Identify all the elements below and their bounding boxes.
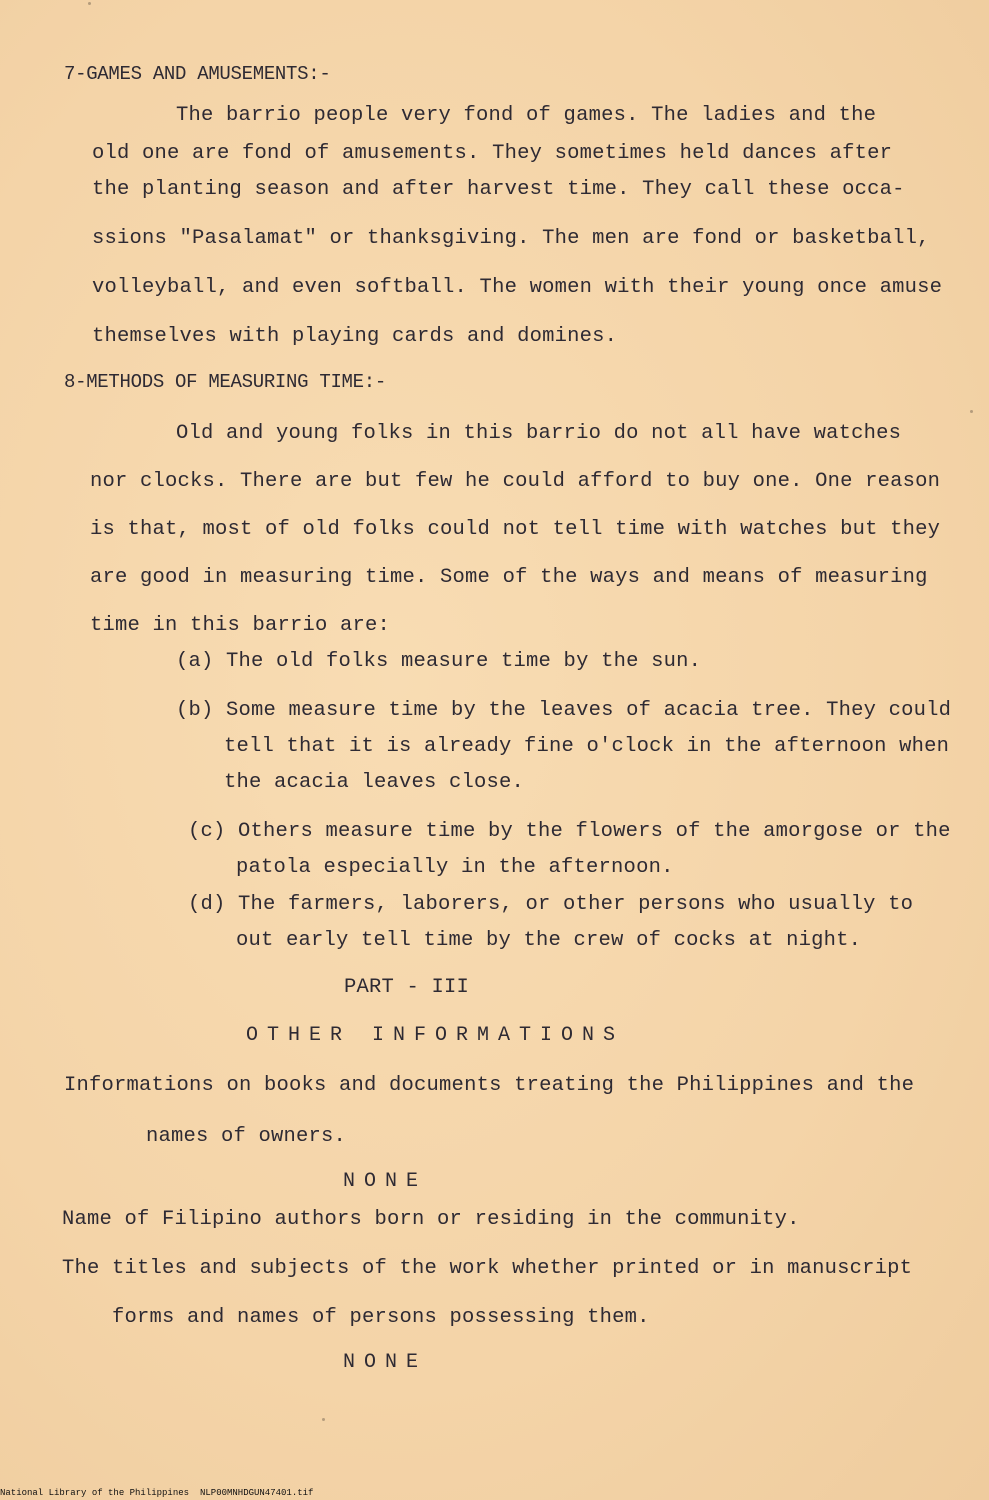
info-line-1: Informations on books and documents treating the Philippines and the xyxy=(64,1074,915,1097)
none-label-2: NONE xyxy=(343,1351,428,1374)
section-8-heading: 8-METHODS OF MEASURING TIME:- xyxy=(64,371,386,393)
footer-filename: NLP00MNHDGUN47401.tif xyxy=(200,1488,314,1498)
section-7-heading: 7-GAMES AND AMUSEMENTS:- xyxy=(64,63,331,85)
part-subtitle: OTHER INFORMATIONS xyxy=(246,1024,625,1047)
section-8-line-2: nor clocks. There are but few he could afford to buy one. One reason xyxy=(90,470,941,493)
none-label-1: NONE xyxy=(343,1170,428,1193)
part-title: PART - III xyxy=(344,976,470,999)
list-item-d: (d) The farmers, laborers, or other persons who usually to xyxy=(188,893,914,916)
list-item-b-cont-2: the acacia leaves close. xyxy=(224,771,525,794)
section-8-line-3: is that, most of old folks could not tell time with watches but they xyxy=(90,518,941,541)
section-7-line-3: the planting season and after harvest time. They call these occa- xyxy=(92,178,905,201)
list-item-c: (c) Others measure time by the flowers of the amorgose or the xyxy=(188,820,951,843)
list-item-c-cont: patola especially in the afternoon. xyxy=(236,856,674,879)
section-8-line-5: time in this barrio are: xyxy=(90,614,391,637)
info-line-5: forms and names of persons possessing them. xyxy=(112,1306,650,1329)
paper-speck xyxy=(970,410,973,413)
section-8-line-4: are good in measuring time. Some of the ways and means of measuring xyxy=(90,566,928,589)
info-line-4: The titles and subjects of the work whether printed or in manuscript xyxy=(62,1257,913,1280)
footer-library: National Library of the Philippines xyxy=(0,1488,190,1498)
scan-footer xyxy=(0,1487,989,1500)
info-line-3: Name of Filipino authors born or residing in the community. xyxy=(62,1208,800,1231)
section-7-line-5: volleyball, and even softball. The women with their young once amuse xyxy=(92,276,943,299)
paper-speck xyxy=(322,1418,325,1421)
paper-speck xyxy=(88,2,91,5)
info-line-2: names of owners. xyxy=(146,1125,347,1148)
section-8-line-1: Old and young folks in this barrio do not all have watches xyxy=(176,422,902,445)
list-item-b: (b) Some measure time by the leaves of acacia tree. They could xyxy=(176,699,952,722)
list-item-b-cont-1: tell that it is already fine o'clock in the afternoon when xyxy=(224,735,950,758)
section-7-line-6: themselves with playing cards and domines. xyxy=(92,325,618,348)
section-7-line-2: old one are fond of amusements. They sometimes held dances after xyxy=(92,142,893,165)
list-item-a: (a) The old folks measure time by the sun. xyxy=(176,650,702,673)
list-item-d-cont: out early tell time by the crew of cocks at night. xyxy=(236,929,862,952)
section-7-line-1: The barrio people very fond of games. The ladies and the xyxy=(176,104,877,127)
section-7-line-4: ssions "Pasalamat" or thanksgiving. The men are fond or basketball, xyxy=(92,227,930,250)
